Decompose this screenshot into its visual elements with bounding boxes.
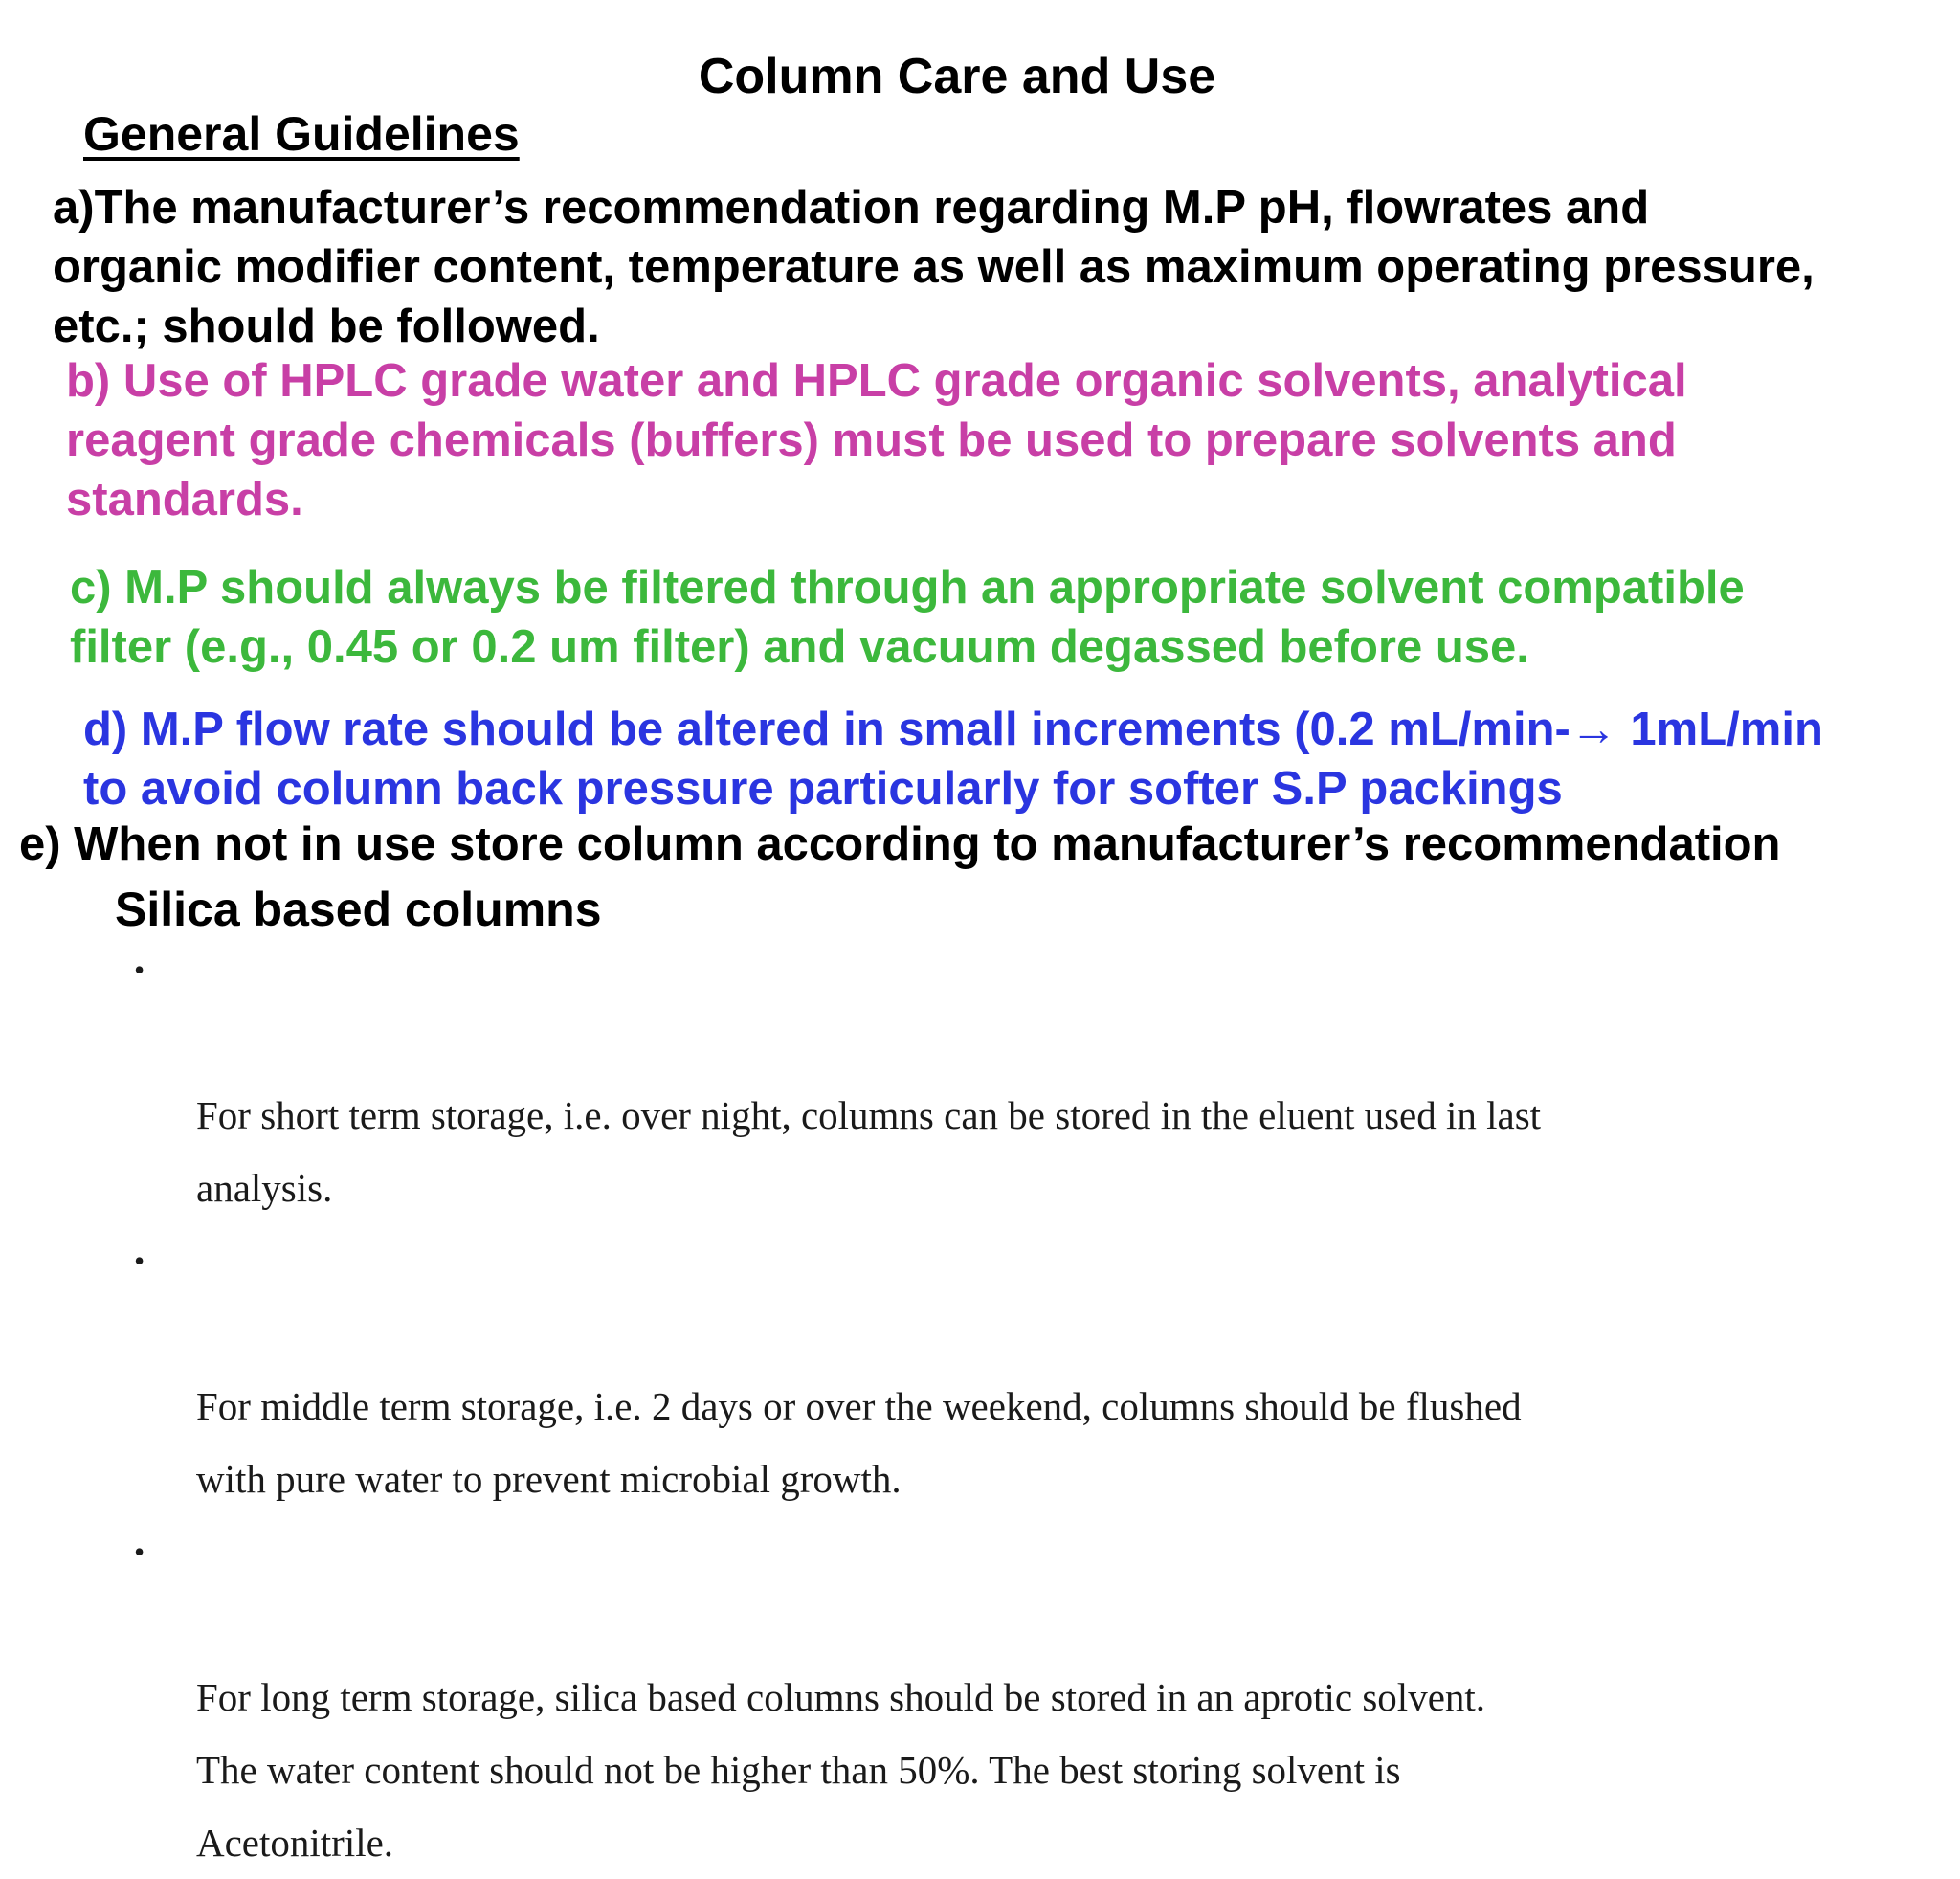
bullet-text: For middle term storage, i.e. 2 days or over the weekend, columns should be flushed with pure water to prevent microbial growth. xyxy=(196,1384,1522,1501)
section-heading-general-guidelines: General Guidelines xyxy=(83,107,520,161)
bullet-icon: • xyxy=(134,1243,145,1278)
guideline-c: c) M.P should always be filtered through an appropriate solvent compatible filter (e.g., 0.45 or 0.2 um filter) and vacuum degassed before use. xyxy=(70,562,1745,673)
silica-columns-heading: Silica based columns xyxy=(115,883,602,936)
list-item xyxy=(134,933,1665,1224)
bullet-icon: • xyxy=(134,1534,145,1569)
page-title: Column Care and Use xyxy=(698,49,1216,104)
bullet-text: For short term storage, i.e. over night, columns can be stored in the eluent used in last analysis. xyxy=(196,1093,1542,1210)
bullet-icon: • xyxy=(134,952,145,987)
guideline-e: e) When not in use store column according to manufacturer’s recommendation xyxy=(19,818,1781,870)
bullet-text: For long term storage, silica based columns should be stored in an aprotic solvent. The water content should not be higher than 50%. The best storing solvent is Acetonitrile. xyxy=(196,1675,1486,1865)
list-item xyxy=(134,1515,1665,1879)
list-item xyxy=(134,1224,1665,1515)
guideline-d: d) M.P flow rate should be altered in small increments (0.2 mL/min-→ 1mL/min to avoid column back pressure particularly for softer S.P packings xyxy=(83,704,1823,815)
guideline-b: b) Use of HPLC grade water and HPLC grade organic solvents, analytical reagent grade chemicals (buffers) must be used to prepare solvents and standards. xyxy=(66,355,1687,526)
guideline-a: a)The manufacturer’s recommendation regarding M.P pH, flowrates and organic modifier content, temperature as well as maximum operating pressure, etc.; should be followed. xyxy=(53,182,1815,352)
storage-bullet-list xyxy=(134,933,1665,1879)
